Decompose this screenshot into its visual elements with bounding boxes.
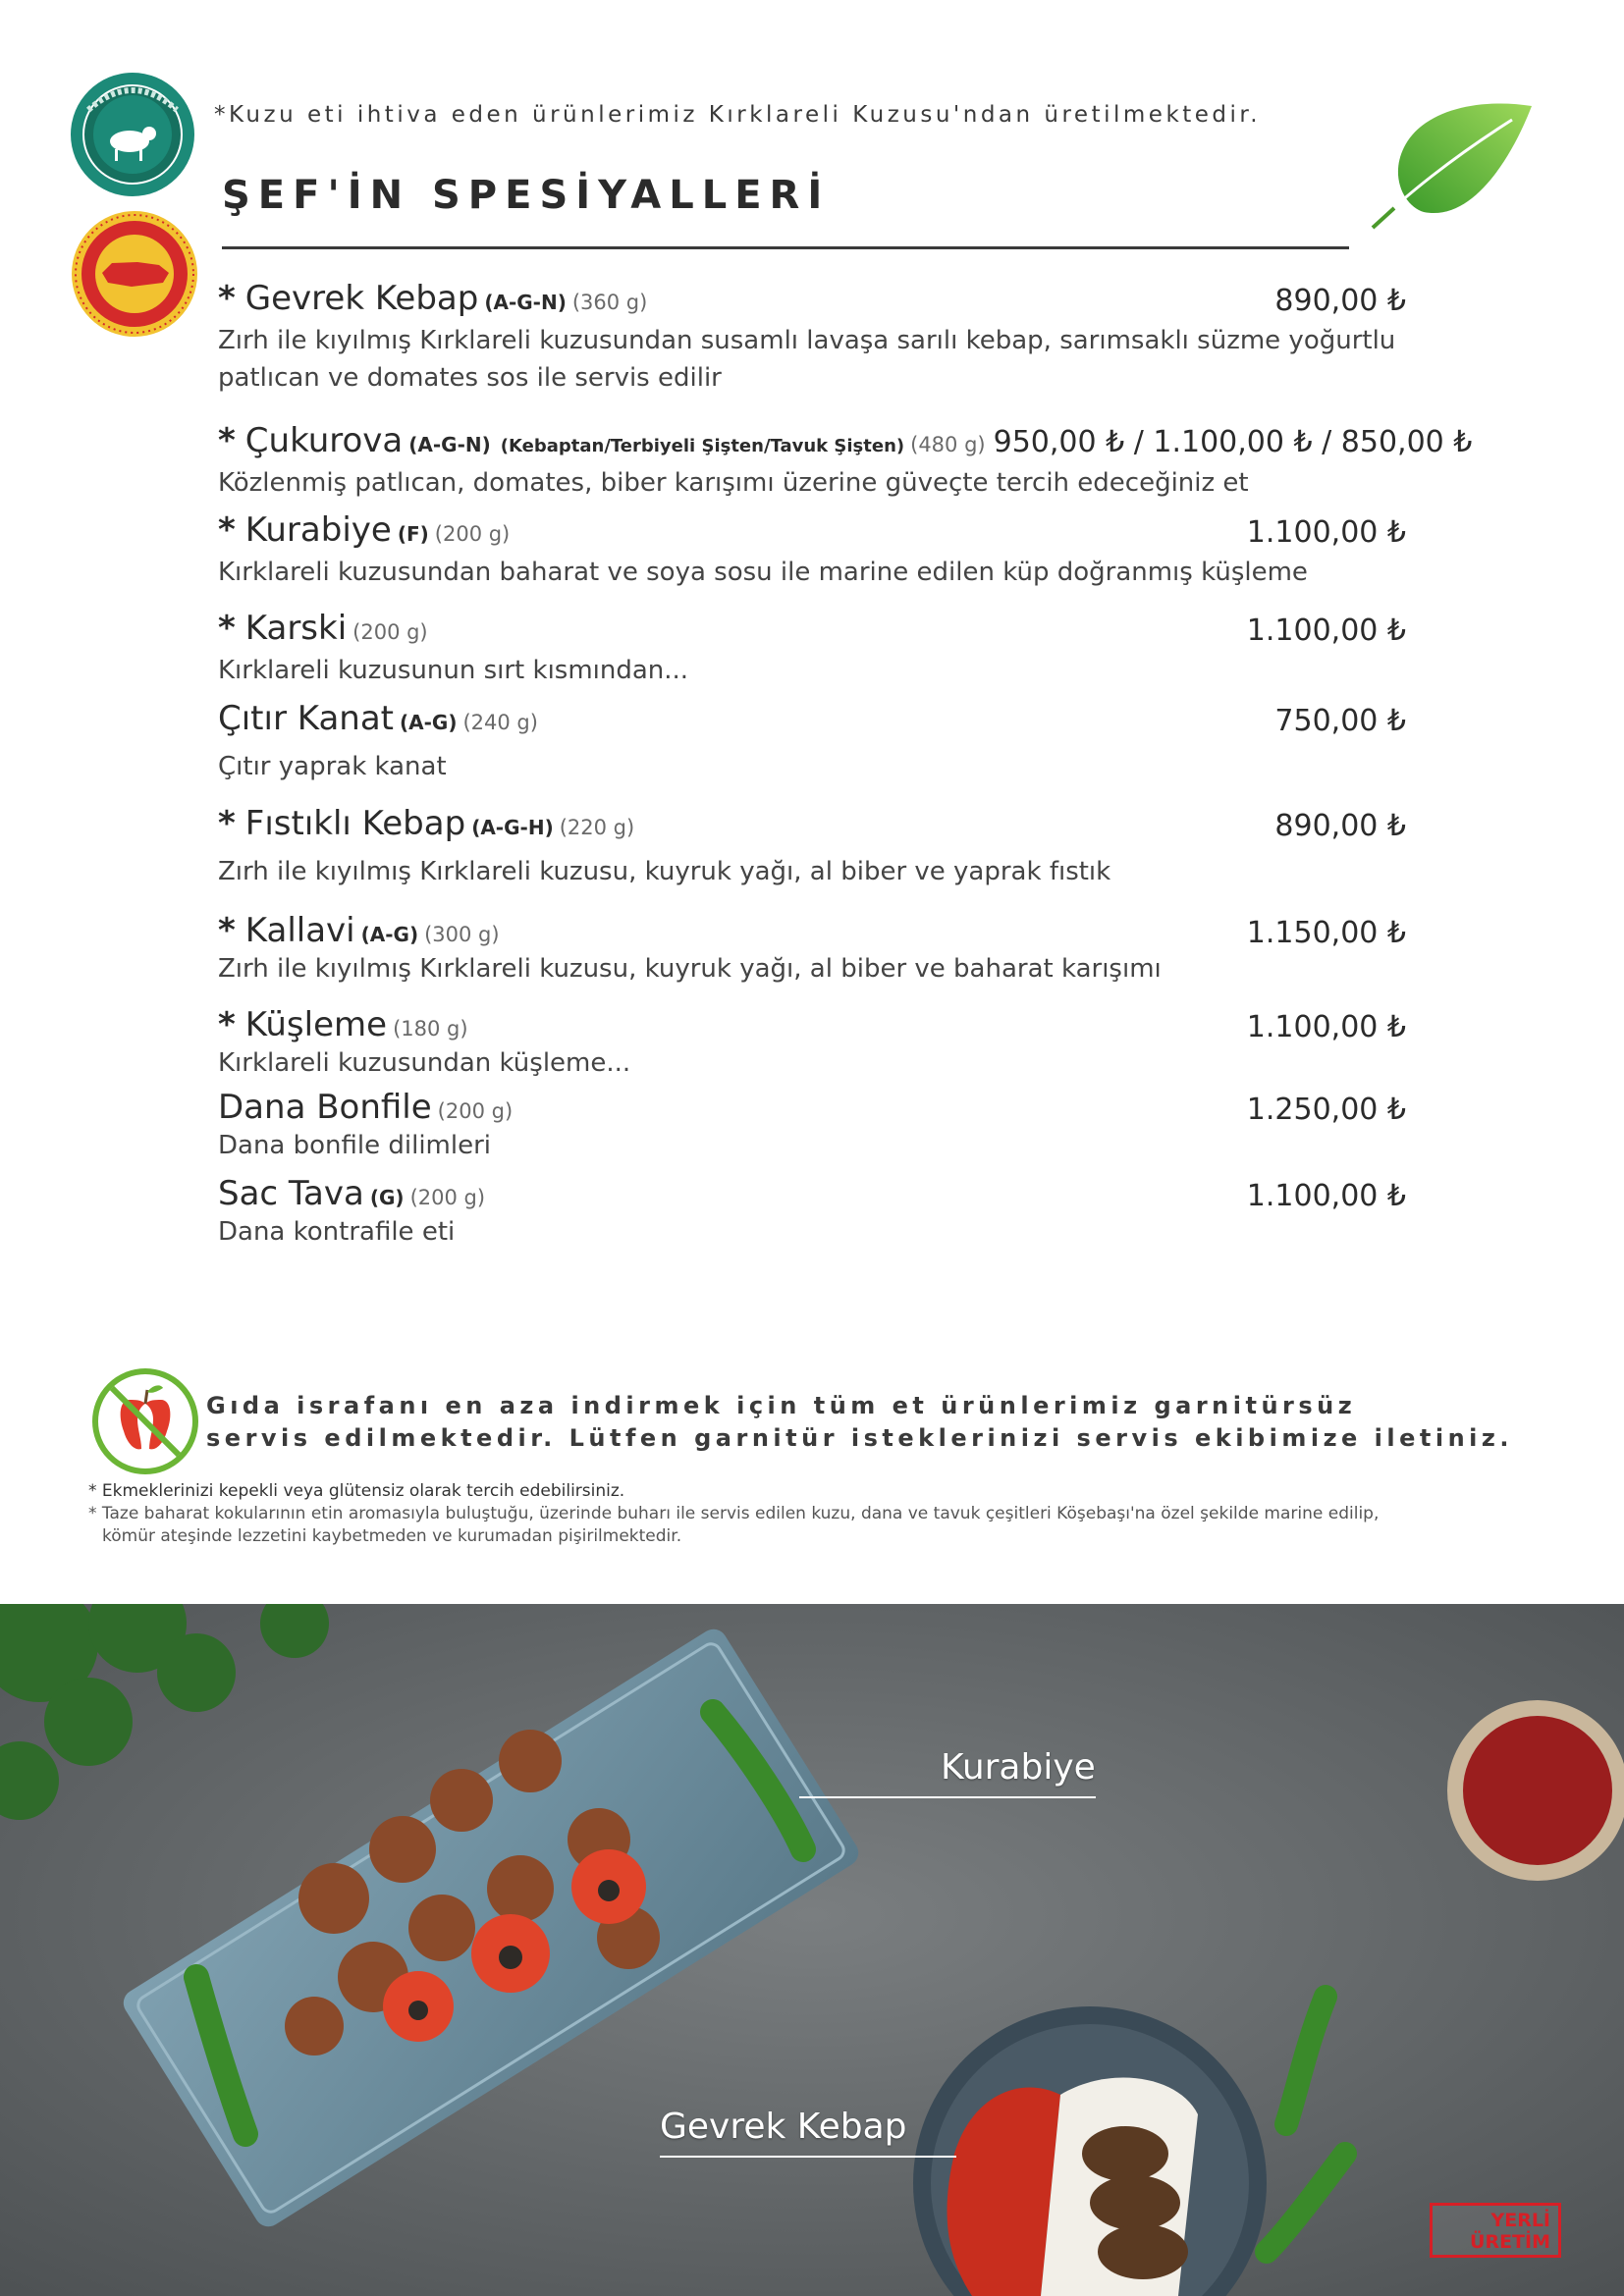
yerli-uretim-logo bbox=[1430, 2203, 1561, 2258]
menu-item-citir-kanat bbox=[218, 693, 1406, 785]
title-divider bbox=[222, 246, 1349, 249]
item-name: Karski bbox=[244, 609, 348, 648]
star-marker: * bbox=[218, 911, 236, 950]
photo-label-gevrek-kebap-rule bbox=[660, 2156, 956, 2158]
item-name: Küşleme bbox=[244, 1005, 388, 1044]
star-marker: * bbox=[218, 1005, 236, 1044]
menu-item-dana-bonfile bbox=[218, 1082, 1406, 1164]
item-description: Dana bonfile dilimleri bbox=[218, 1131, 492, 1160]
item-description: Zırh ile kıyılmış Kırklareli kuzusu, kuyruk yağı, al biber ve yaprak fıstık bbox=[218, 857, 1111, 886]
food-photo-illustration bbox=[0, 1604, 1624, 2296]
photo-label-gevrek-kebap: Gevrek Kebap bbox=[660, 2107, 907, 2147]
menu-item-gevrek-kebap bbox=[218, 273, 1406, 397]
allergen-code: (G) bbox=[369, 1186, 405, 1209]
page-title: ŞEF'İN SPESİYALLERİ bbox=[222, 173, 831, 218]
photo-label-kurabiye: Kurabiye bbox=[941, 1747, 1096, 1788]
logo-line-2: ÜRETİM bbox=[1470, 2231, 1550, 2253]
footnote-bread: * Ekmeklerinizi kepekli veya glütensiz olarak tercih edebilirsiniz. bbox=[88, 1481, 625, 1501]
menu-item-fistikli-kebap bbox=[218, 798, 1406, 890]
allergen-code: (A-G-H) bbox=[471, 816, 554, 839]
menu-item-kallavi bbox=[218, 905, 1406, 988]
item-name: Gevrek Kebap bbox=[244, 279, 479, 318]
menu-item-sac-tava bbox=[218, 1168, 1406, 1251]
menu-item-kurabiye bbox=[218, 505, 1406, 591]
item-name: Çıtır Kanat bbox=[218, 699, 394, 738]
item-name: Sac Tava bbox=[218, 1174, 364, 1213]
item-price: 1.100,00 ₺ bbox=[1246, 1010, 1406, 1044]
menu-item-karski bbox=[218, 603, 1406, 689]
item-name: Kurabiye bbox=[244, 510, 392, 550]
item-weight: (180 g) bbox=[393, 1017, 468, 1041]
item-name: Fıstıklı Kebap bbox=[244, 804, 466, 843]
star-marker: * bbox=[218, 804, 236, 843]
item-weight: (200 g) bbox=[409, 1186, 486, 1209]
item-weight: (200 g) bbox=[352, 620, 428, 644]
allergen-code: (F) bbox=[397, 522, 429, 546]
item-description: Kırklareli kuzusunun sırt kısmından... bbox=[218, 656, 689, 685]
item-description: Kırklareli kuzusundan küşleme... bbox=[218, 1048, 631, 1078]
item-weight: (220 g) bbox=[559, 816, 635, 839]
footnote-marination-cont: kömür ateşinde lezzetini kaybetmeden ve kurumadan pişirilmektedir. bbox=[102, 1526, 682, 1546]
photo-label-kurabiye-rule bbox=[799, 1796, 1096, 1798]
item-description: Zırh ile kıyılmış Kırklareli kuzusu, kuyruk yağı, al biber ve baharat karışımı bbox=[218, 954, 1162, 984]
item-price: 1.100,00 ₺ bbox=[1246, 515, 1406, 550]
footnote-marination: * Taze baharat kokularının etin aromasıyla buluştuğu, üzerinde buharı ile servis edilen kuzu, dana ve tavuk çeşitleri Köşebaşı'na özel şekilde marine edilip, bbox=[88, 1504, 1380, 1523]
item-name: Kallavi bbox=[244, 911, 355, 950]
no-food-waste-icon bbox=[90, 1366, 200, 1476]
item-price: 1.250,00 ₺ bbox=[1246, 1093, 1406, 1127]
item-price: 1.100,00 ₺ bbox=[1246, 614, 1406, 648]
item-price: 950,00 ₺ / 1.100,00 ₺ / 850,00 ₺ bbox=[993, 425, 1473, 459]
star-marker: * bbox=[218, 279, 236, 318]
item-description: Közlenmiş patlıcan, domates, biber karışımı üzerine güveçte tercih edeceğiniz et bbox=[218, 468, 1249, 498]
item-name: Dana Bonfile bbox=[218, 1088, 432, 1127]
menu-item-cukurova bbox=[218, 415, 1473, 502]
item-name: Çukurova bbox=[244, 421, 404, 460]
item-description: Kırklareli kuzusundan baharat ve soya sosu ile marine edilen küp doğranmış küşleme bbox=[218, 558, 1308, 587]
food-photo bbox=[0, 1604, 1624, 2296]
item-weight: (200 g) bbox=[434, 522, 511, 546]
star-marker: * bbox=[218, 609, 236, 648]
item-weight: (300 g) bbox=[424, 923, 500, 946]
item-weight: (480 g) bbox=[910, 433, 986, 456]
allergen-code: (A-G) bbox=[360, 923, 419, 946]
food-waste-line-1: Gıda israfanı en aza indirmek için tüm et ürünlerimiz garnitürsüz bbox=[206, 1392, 1357, 1419]
geographical-indication-seal-icon bbox=[69, 208, 200, 340]
item-weight: (240 g) bbox=[462, 711, 538, 734]
food-waste-notice bbox=[206, 1390, 1513, 1455]
item-price: 890,00 ₺ bbox=[1274, 809, 1406, 843]
item-weight: (200 g) bbox=[437, 1099, 514, 1123]
leaf-icon bbox=[1365, 98, 1532, 232]
item-description: Dana kontrafile eti bbox=[218, 1217, 456, 1247]
item-price: 1.150,00 ₺ bbox=[1246, 916, 1406, 950]
item-description: Çıtır yaprak kanat bbox=[218, 752, 447, 781]
allergen-code: (A-G) bbox=[400, 711, 458, 734]
menu-item-kusleme bbox=[218, 999, 1406, 1082]
star-marker: * bbox=[218, 421, 236, 460]
logo-line-1: YERLİ bbox=[1490, 2210, 1550, 2231]
star-marker: * bbox=[218, 510, 236, 550]
food-waste-line-2: servis edilmektedir. Lütfen garnitür isteklerinizi servis ekibimize iletiniz. bbox=[206, 1424, 1513, 1452]
item-price: 1.100,00 ₺ bbox=[1246, 1179, 1406, 1213]
item-price: 890,00 ₺ bbox=[1274, 284, 1406, 318]
kirklareli-seal-icon bbox=[69, 71, 196, 198]
item-options: (Kebaptan/Terbiyeli Şişten/Tavuk Şişten) bbox=[500, 436, 905, 456]
allergen-code: (A-G-N) bbox=[408, 433, 491, 456]
item-price: 750,00 ₺ bbox=[1274, 704, 1406, 738]
lamb-origin-notice: *Kuzu eti ihtiva eden ürünlerimiz Kırklareli Kuzusu'ndan üretilmektedir. bbox=[214, 102, 1262, 128]
item-description: Zırh ile kıyılmış Kırklareli kuzusundan susamlı lavaşa sarılı kebap, sarımsaklı süzme yoğurtlu patlıcan ve domates sos ile servis edilir bbox=[218, 326, 1396, 393]
allergen-code: (A-G-N) bbox=[484, 291, 567, 314]
item-weight: (360 g) bbox=[571, 291, 648, 314]
